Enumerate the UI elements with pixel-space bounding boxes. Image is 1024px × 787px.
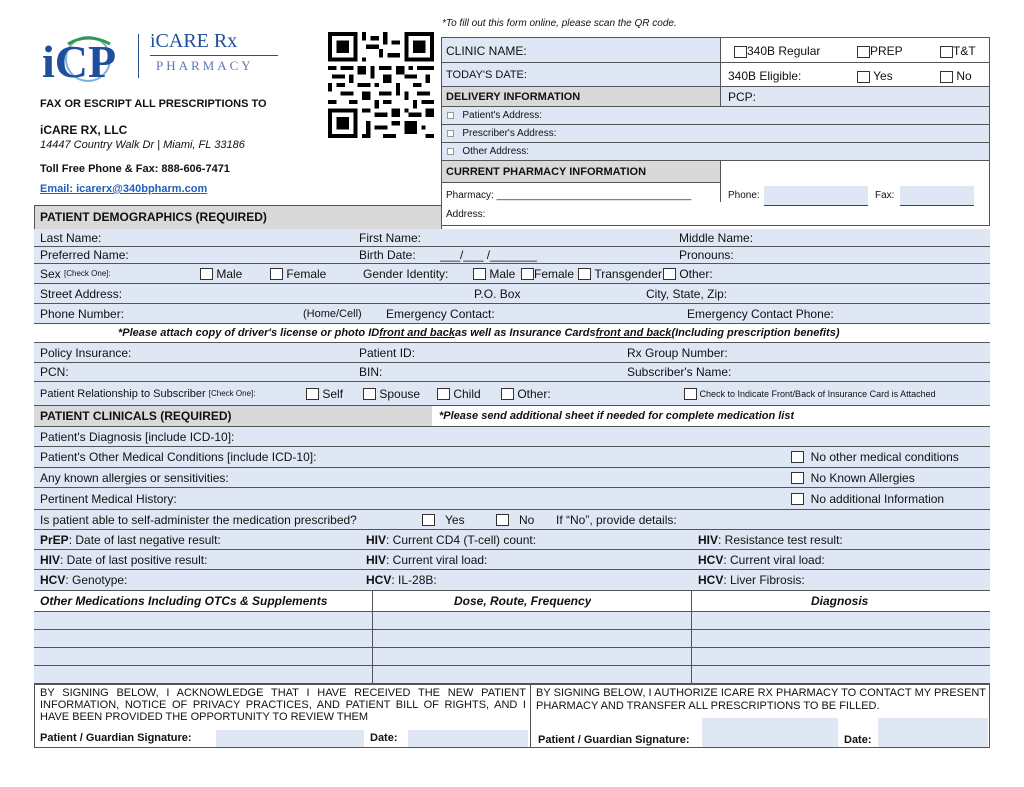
left-acknowledgement: BY SIGNING BELOW, I ACKNOWLEDGE THAT I HAVE RECEIVED THE NEW PATIENT INFORMATION, NOTICE OF PRIVACY PRACTICES, AND PATIENT BILL OF RIGHTS, AND I HAVE BEEN PROVIDED THE OPPORTUNITY TO REVIEW THEM bbox=[40, 687, 526, 723]
left-date-field[interactable] bbox=[408, 730, 528, 747]
pcp-field[interactable] bbox=[721, 87, 989, 107]
pharmacy-fax-label: Fax: bbox=[875, 190, 895, 201]
eligible-label: 340B Eligible: bbox=[728, 69, 802, 83]
med-row[interactable] bbox=[34, 648, 990, 666]
no-additional-info[interactable]: No additional Information bbox=[791, 488, 944, 509]
pharmacy-address-label: Address: bbox=[446, 209, 486, 220]
rel-self[interactable]: Self bbox=[306, 382, 343, 405]
sex-male[interactable]: Male bbox=[200, 264, 242, 283]
email-link[interactable]: Email: icarerx@340bpharm.com bbox=[40, 183, 208, 195]
logo-sub: PHARMACY bbox=[156, 58, 254, 73]
todays-date-label: TODAY'S DATE: bbox=[446, 69, 527, 81]
gi-female[interactable]: Female bbox=[521, 264, 574, 283]
self-admin-yes[interactable]: Yes bbox=[422, 510, 465, 529]
row-labs-3[interactable]: HCV : Genotype: HCV : IL-28B: HCV : Liver Fibrosis: bbox=[34, 570, 990, 591]
company-name: iCARE RX, LLC bbox=[40, 123, 128, 137]
row-other-conditions[interactable]: Patient's Other Medical Conditions [include ICD-10]: No other medical conditions bbox=[34, 447, 990, 468]
right-date-label: Date: bbox=[844, 734, 872, 746]
opt-tt[interactable]: T&T bbox=[940, 44, 976, 58]
row-preferred[interactable]: Preferred Name: Birth Date: ___/___ /_______ Pronouns: bbox=[34, 247, 990, 264]
opt-prep[interactable]: PREP bbox=[857, 44, 903, 58]
rel-other[interactable]: Other: bbox=[501, 382, 551, 405]
row-labs-2[interactable]: HIV : Date of last positive result: HIV : Current viral load: HCV : Current viral load: bbox=[34, 550, 990, 570]
right-date-field[interactable] bbox=[878, 718, 988, 747]
prescriber-address-label: Prescriber's Address: bbox=[462, 128, 557, 139]
row-labs-1[interactable]: PrEP : Date of last negative result: HIV : Current CD4 (T-cell) count: HIV : Resistance test result: bbox=[34, 530, 990, 550]
self-admin-no[interactable]: No bbox=[496, 510, 534, 529]
med-row[interactable] bbox=[34, 666, 990, 684]
row-attach-note: *Please attach copy of driver's license or photo ID front and back as well as Insurance Cards front and back (Including prescription benefits) bbox=[34, 324, 990, 343]
pharmacy-field[interactable]: Pharmacy: ___________________________________ bbox=[446, 190, 692, 201]
clinic-name-label: CLINIC NAME: bbox=[446, 44, 527, 58]
qr-code[interactable] bbox=[328, 32, 434, 138]
row-clinicals-header: PATIENT CLINICALS (REQUIRED) *Please send additional sheet if needed for complete medication list bbox=[34, 406, 990, 427]
right-sig-label: Patient / Guardian Signature: bbox=[538, 734, 690, 746]
logo-brand: iCARE Rx bbox=[150, 30, 238, 52]
phone-fax: Toll Free Phone & Fax: 888-606-7471 bbox=[40, 163, 230, 175]
demographics-title: PATIENT DEMOGRAPHICS (REQUIRED) bbox=[40, 210, 267, 224]
svg-text:iCP: iCP bbox=[42, 36, 117, 87]
row-names[interactable]: Last Name: First Name: Middle Name: bbox=[34, 229, 990, 247]
pharmacy-phone-field[interactable] bbox=[764, 186, 868, 206]
row-diagnosis[interactable]: Patient's Diagnosis [include ICD-10]: bbox=[34, 427, 990, 447]
row-pcn[interactable]: PCN: BIN: Subscriber's Name: bbox=[34, 363, 990, 382]
gi-male[interactable]: Male bbox=[473, 264, 515, 283]
icp-logo bbox=[38, 30, 138, 88]
pharmacy-fax-field[interactable] bbox=[900, 186, 974, 206]
row-policy[interactable]: Policy Insurance: Patient ID: Rx Group Number: bbox=[34, 343, 990, 363]
rel-spouse[interactable]: Spouse bbox=[363, 382, 420, 405]
no-other-conditions[interactable]: No other medical conditions bbox=[791, 447, 959, 467]
left-signature-field[interactable] bbox=[216, 730, 364, 747]
left-sig-label: Patient / Guardian Signature: bbox=[40, 732, 192, 744]
row-sex-gender[interactable]: Sex [Check One]: Male Female Gender Identity: Male Female Transgender Other: bbox=[34, 264, 990, 284]
logo-rule bbox=[150, 55, 278, 56]
row-allergies[interactable]: Any known allergies or sensitivities: No Known Allergies bbox=[34, 468, 990, 488]
left-date-label: Date: bbox=[370, 732, 398, 744]
med-row[interactable] bbox=[34, 612, 990, 630]
pharmacy-phone-label: Phone: bbox=[728, 190, 760, 201]
other-address-label: Other Address: bbox=[462, 146, 530, 157]
eligible-no[interactable]: No bbox=[940, 69, 972, 83]
med-row[interactable] bbox=[34, 630, 990, 648]
gi-trans[interactable]: Transgender bbox=[578, 264, 662, 283]
pcp-label: PCP: bbox=[728, 90, 757, 104]
right-authorization: BY SIGNING BELOW, I AUTHORIZE ICARE RX PHARMACY TO CONTACT MY PRESENT PHARMACY AND TRANSFER ALL PRESCRIPTIONS TO BE FILLED. bbox=[536, 687, 986, 712]
right-signature-field[interactable] bbox=[702, 718, 838, 747]
row-history[interactable]: Pertinent Medical History: No additional Information bbox=[34, 488, 990, 510]
delivery-header: DELIVERY INFORMATION bbox=[446, 91, 581, 103]
gi-other[interactable]: Other: bbox=[663, 264, 713, 283]
rel-child[interactable]: Child bbox=[437, 382, 481, 405]
row-street[interactable]: Street Address: P.O. Box City, State, Zip: bbox=[34, 284, 990, 304]
scan-note: *To fill out this form online, please scan the QR code. bbox=[442, 18, 677, 29]
sex-female[interactable]: Female bbox=[270, 264, 326, 283]
company-address: 14447 Country Walk Dr | Miami, FL 33186 bbox=[40, 139, 245, 151]
row-self-admin[interactable]: Is patient able to self-administer the medication prescribed? Yes No If “No”, provide details: bbox=[34, 510, 990, 530]
med-table-header: Other Medications Including OTCs & Supplements Dose, Route, Frequency Diagnosis bbox=[34, 591, 990, 612]
card-attached-check[interactable]: Check to Indicate Front/Back of Insurance Card is Attached bbox=[684, 382, 936, 405]
no-known-allergies[interactable]: No Known Allergies bbox=[791, 468, 915, 487]
row-relationship[interactable]: Patient Relationship to Subscriber [Check One]: Self Spouse Child Other: Check to Indicate Front/Back of Insurance Card is Attached bbox=[34, 382, 990, 406]
opt-340b-regular[interactable]: 340B Regular bbox=[734, 44, 820, 58]
eligible-yes[interactable]: Yes bbox=[857, 69, 893, 83]
current-pharmacy-header: CURRENT PHARMACY INFORMATION bbox=[446, 166, 647, 178]
row-phone[interactable]: Phone Number: (Home/Cell) Emergency Contact: Emergency Contact Phone: bbox=[34, 304, 990, 324]
patient-address-label: Patient's Address: bbox=[462, 110, 543, 121]
fax-line: FAX OR ESCRIPT ALL PRESCRIPTIONS TO bbox=[40, 98, 267, 110]
logo-divider bbox=[138, 34, 139, 78]
